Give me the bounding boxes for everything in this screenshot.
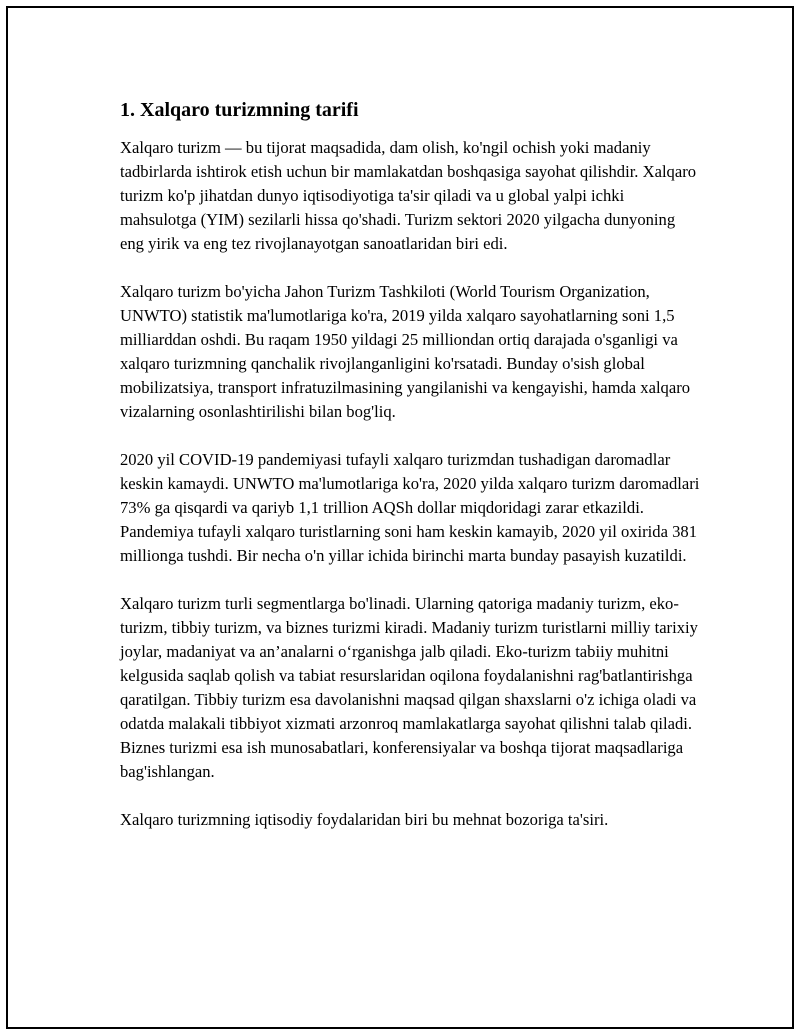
document-body xyxy=(120,96,700,856)
section-heading: 1. Xalqaro turizmning tarifi xyxy=(120,99,359,121)
paragraph-pandemic: 2020 yil COVID-19 pandemiyasi tufayli xalqaro turizmdan tushadigan daromadlar keskin kamaydi. UNWTO ma'lumotlariga ko'ra, 2020 yilda xalqaro turizm daromadlari 73% ga qisqardi va qariyb 1,1 trillion AQSh dollar miqdoridagi zarar etkazildi. Pandemiya tufayli xalqaro turistlarning soni ham keskin kamayib, 2020 yil oxirida 381 millionga tushdi. Bir necha o'n yillar ichida birinchi marta bunday pasayish kuzatildi. xyxy=(120,450,700,565)
paragraph-statistics: Xalqaro turizm bo'yicha Jahon Turizm Tashkiloti (World Tourism Organization, UNWTO) statistik ma'lumotlariga ko'ra, 2019 yilda xalqaro sayohatlarning soni 1,5 milliarddan oshdi. Bu raqam 1950 yildagi 25 milliondan ortiq darajada o'sganligi va xalqaro turizmning qanchalik rivojlanganligini ko'rsatadi. Bunday o'sish global mobilizatsiya, transport infratuzilmasining yangilanishi va kengayishi, hamda xalqaro vizalarning osonlashtirilishi bilan bog'liq. xyxy=(120,282,691,421)
paragraph-segments: Xalqaro turizm turli segmentlarga bo'linadi. Ularning qatoriga madaniy turizm, eko-turizm, tibbiy turizm, va biznes turizmi kiradi. Madaniy turizm turistlarni milliy tarixiy joylar, madaniyat va an’analarni o‘rganishga jalb qiladi. Eko-turizm tabiiy muhitni kelgusida saqlab qolish va tabiat resurslaridan oqilona foydalanishni rag'batlantirishga qaratilgan. Tibbiy turizm esa davolanishni maqsad qilgan shaxslarni o'z ichiga oladi va odatda malakali tibbiyot xizmati arzonroq mamlakatlarga sayohat qilishni talab qiladi. Biznes turizmi esa ish munosabatlari, konferensiyalar va boshqa tijorat maqsadlariga bag'ishlangan. xyxy=(120,594,698,781)
page-frame xyxy=(6,6,794,1029)
paragraph-economic-benefits: Xalqaro turizmning iqtisodiy foydalaridan biri bu mehnat bozoriga ta'siri. xyxy=(120,810,609,829)
paragraph-definition: Xalqaro turizm — bu tijorat maqsadida, dam olish, ko'ngil ochish yoki madaniy tadbirlarda ishtirok etish uchun bir mamlakatdan boshqasiga sayohat qilishdir. Xalqaro turizm ko'p jihatdan dunyo iqtisodiyotiga ta'sir qiladi va u global yalpi ichki mahsulotga (YIM) sezilarli hissa qo'shadi. Turizm sektori 2020 yilgacha dunyoning eng yirik va eng tez rivojlanayotgan sanoatlaridan biri edi. xyxy=(120,138,697,253)
